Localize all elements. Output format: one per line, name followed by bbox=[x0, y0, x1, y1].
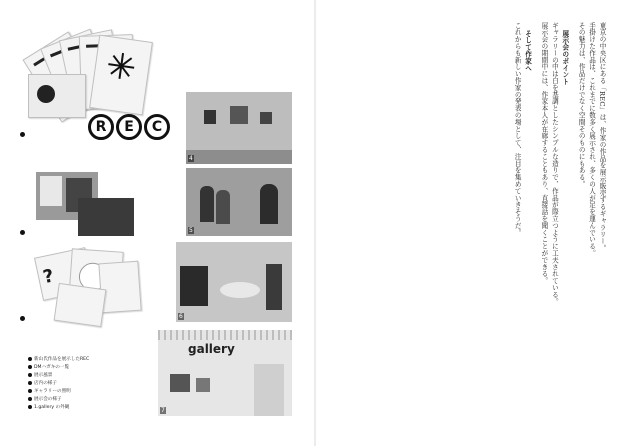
photo-number-2 bbox=[20, 230, 25, 235]
body-paragraph: 東京の中央区にある「REC」は、作家の作品を展示販売するギャラリー。 bbox=[598, 22, 606, 252]
caption-line: DMハガキの一覧 bbox=[28, 364, 178, 372]
page-gutter bbox=[314, 0, 316, 446]
postcard bbox=[98, 261, 141, 314]
caption-line: 新山氏作品を展示したREC bbox=[28, 356, 178, 364]
caption-line: 展示会の様子 bbox=[28, 396, 178, 404]
fanned-card bbox=[28, 74, 86, 118]
caption-line: 展示風景 bbox=[28, 372, 178, 380]
postcard: ? bbox=[34, 247, 94, 301]
logo-letter-r: R bbox=[88, 114, 114, 140]
photo-visitors bbox=[186, 168, 292, 236]
photo-number-1 bbox=[20, 132, 25, 137]
photo-label: 4 bbox=[189, 155, 193, 162]
body-paragraph: 手掛けた作品は、これまでに数多く展示され、多くの人が足を運んでいる。 bbox=[587, 22, 596, 257]
photo-label: 6 bbox=[179, 313, 183, 320]
gallery-sign-text: gallery bbox=[188, 342, 235, 356]
body-paragraph: これからも新しい作家の発表の場として、注目を集めていきそうだ。 bbox=[513, 22, 522, 236]
caption-line: 1.gallery の外観 bbox=[28, 404, 178, 412]
logo-letter-c: C bbox=[144, 114, 170, 140]
photo-gallery-exterior bbox=[158, 330, 292, 416]
photo-label: 7 bbox=[161, 407, 165, 414]
article-body bbox=[335, 22, 607, 434]
body-paragraph: その魅力は、作品だけでなく空間そのものにもある。 bbox=[577, 22, 586, 188]
photo-label: 5 bbox=[189, 227, 193, 234]
section-heading: そして作家へ bbox=[523, 30, 532, 72]
photo-magazines bbox=[78, 198, 134, 236]
section-heading: 展示会のポイント bbox=[560, 30, 569, 86]
photo-captions bbox=[28, 356, 178, 412]
logo-letter-e: E bbox=[116, 114, 142, 140]
caption-line: 店内の様子 bbox=[28, 380, 178, 388]
photo-gallery-lighting bbox=[176, 242, 292, 322]
photo-gallery-interior bbox=[186, 92, 292, 164]
body-paragraph: ギャラリーの中は白を基調としたシンプルな造りで、作品が際立つように工夫されている。 bbox=[550, 22, 559, 305]
caption-line: ギャラリーの照明 bbox=[28, 388, 178, 396]
fanned-card bbox=[89, 35, 153, 116]
rec-logo-row bbox=[88, 114, 172, 140]
body-paragraph: 展示会の期間中には、作家本人が在廊することもあり、直接話を聞くことができる。 bbox=[539, 22, 548, 285]
photo-number-3 bbox=[20, 316, 25, 321]
postcard bbox=[54, 283, 107, 327]
